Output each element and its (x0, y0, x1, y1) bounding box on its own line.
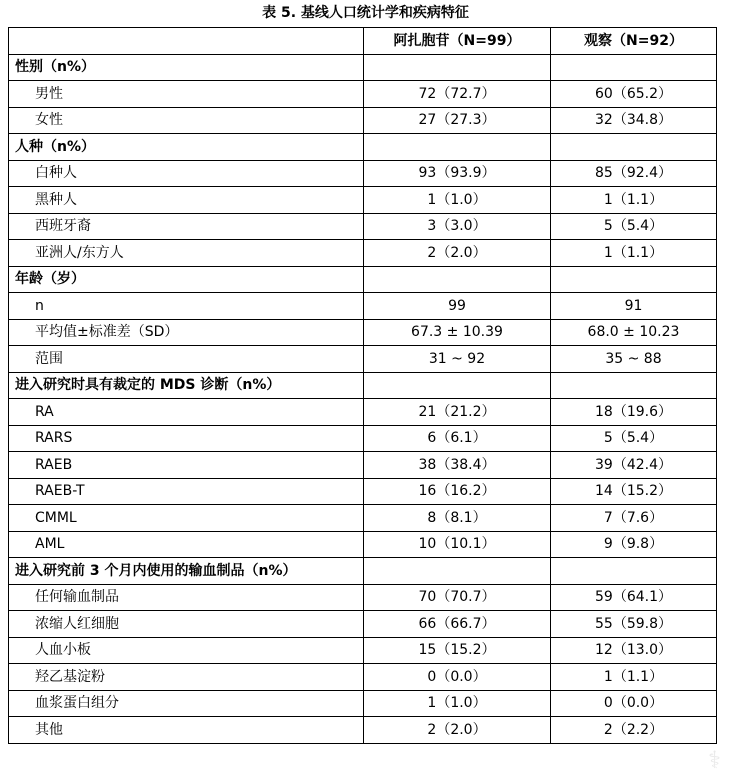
table-row (9, 187, 717, 214)
table-title: 表 5. 基线人口统计学和疾病特征 (262, 5, 469, 21)
table-row (9, 584, 717, 611)
section-empty-cell (364, 134, 551, 161)
observation-value: 7（7.6） (551, 505, 717, 532)
section-empty-cell (551, 372, 717, 399)
row-label: RAEB-T (9, 478, 364, 505)
header-label (9, 28, 364, 55)
table-row (9, 505, 717, 532)
section-row (9, 372, 717, 399)
table-row (9, 346, 717, 373)
azacitidine-value: 2（2.0） (364, 717, 551, 744)
azacitidine-value: 10（10.1） (364, 531, 551, 558)
azacitidine-value: 1（1.0） (364, 187, 551, 214)
section-empty-cell (364, 558, 551, 585)
table-row (9, 107, 717, 134)
azacitidine-value: 3（3.0） (364, 213, 551, 240)
section-label: 进入研究时具有裁定的 MDS 诊断（n%） (9, 372, 364, 399)
observation-value: 1（1.1） (551, 664, 717, 691)
section-row (9, 266, 717, 293)
observation-value: 18（19.6） (551, 399, 717, 426)
azacitidine-value: 72（72.7） (364, 81, 551, 108)
observation-value: 55（59.8） (551, 611, 717, 638)
section-empty-cell (364, 54, 551, 81)
observation-value: 32（34.8） (551, 107, 717, 134)
row-label: 平均值±标准差（SD） (9, 319, 364, 346)
observation-value: 0（0.0） (551, 690, 717, 717)
observation-value: 85（92.4） (551, 160, 717, 187)
observation-value: 39（42.4） (551, 452, 717, 479)
azacitidine-value: 16（16.2） (364, 478, 551, 505)
row-label: 范围 (9, 346, 364, 373)
row-label: n (9, 293, 364, 320)
row-label: 任何输血制品 (9, 584, 364, 611)
row-label: 西班牙裔 (9, 213, 364, 240)
header-observation: 观察（N=92） (551, 28, 717, 55)
section-empty-cell (551, 54, 717, 81)
section-row (9, 54, 717, 81)
azacitidine-value: 0（0.0） (364, 664, 551, 691)
header-azacitidine: 阿扎胞苷（N=99） (364, 28, 551, 55)
table-row (9, 690, 717, 717)
observation-value: 59（64.1） (551, 584, 717, 611)
observation-value: 12（13.0） (551, 637, 717, 664)
azacitidine-value: 67.3 ± 10.39 (364, 319, 551, 346)
observation-value: 1（1.1） (551, 187, 717, 214)
section-label: 人种（n%） (9, 134, 364, 161)
row-label: 女性 (9, 107, 364, 134)
row-label: 亚洲人/东方人 (9, 240, 364, 267)
azacitidine-value: 70（70.7） (364, 584, 551, 611)
table-row (9, 160, 717, 187)
table-row (9, 425, 717, 452)
observation-value: 5（5.4） (551, 425, 717, 452)
observation-value: 1（1.1） (551, 240, 717, 267)
table-row (9, 531, 717, 558)
header-row (9, 28, 717, 55)
azacitidine-value: 31 ~ 92 (364, 346, 551, 373)
observation-value: 68.0 ± 10.23 (551, 319, 717, 346)
section-empty-cell (364, 372, 551, 399)
section-empty-cell (364, 266, 551, 293)
observation-value: 91 (551, 293, 717, 320)
azacitidine-value: 66（66.7） (364, 611, 551, 638)
azacitidine-value: 6（6.1） (364, 425, 551, 452)
section-label: 性别（n%） (9, 54, 364, 81)
row-label: 人血小板 (9, 637, 364, 664)
table-row (9, 637, 717, 664)
watermark-logo: ⚕ (708, 746, 721, 774)
section-row (9, 558, 717, 585)
row-label: AML (9, 531, 364, 558)
observation-value: 9（9.8） (551, 531, 717, 558)
section-empty-cell (551, 558, 717, 585)
table-row (9, 452, 717, 479)
observation-value: 35 ~ 88 (551, 346, 717, 373)
azacitidine-value: 27（27.3） (364, 107, 551, 134)
table-row (9, 319, 717, 346)
table-row (9, 611, 717, 638)
table-row (9, 81, 717, 108)
section-label: 年龄（岁） (9, 266, 364, 293)
row-label: RAEB (9, 452, 364, 479)
row-label: 血浆蛋白组分 (9, 690, 364, 717)
row-label: 浓缩人红细胞 (9, 611, 364, 638)
table-row (9, 399, 717, 426)
table-row (9, 717, 717, 744)
row-label: 白种人 (9, 160, 364, 187)
observation-value: 5（5.4） (551, 213, 717, 240)
row-label: 其他 (9, 717, 364, 744)
table-row (9, 664, 717, 691)
section-label: 进入研究前 3 个月内使用的输血制品（n%） (9, 558, 364, 585)
section-empty-cell (551, 266, 717, 293)
azacitidine-value: 15（15.2） (364, 637, 551, 664)
baseline-characteristics-table (8, 27, 717, 744)
azacitidine-value: 38（38.4） (364, 452, 551, 479)
row-label: RARS (9, 425, 364, 452)
row-label: 羟乙基淀粉 (9, 664, 364, 691)
section-row (9, 134, 717, 161)
azacitidine-value: 8（8.1） (364, 505, 551, 532)
azacitidine-value: 21（21.2） (364, 399, 551, 426)
azacitidine-value: 2（2.0） (364, 240, 551, 267)
azacitidine-value: 1（1.0） (364, 690, 551, 717)
row-label: CMML (9, 505, 364, 532)
table-body (9, 54, 717, 743)
observation-value: 14（15.2） (551, 478, 717, 505)
azacitidine-value: 93（93.9） (364, 160, 551, 187)
section-empty-cell (551, 134, 717, 161)
row-label: 男性 (9, 81, 364, 108)
table-row (9, 240, 717, 267)
table-row (9, 478, 717, 505)
azacitidine-value: 99 (364, 293, 551, 320)
row-label: 黑种人 (9, 187, 364, 214)
table-row (9, 293, 717, 320)
table-row (9, 213, 717, 240)
observation-value: 60（65.2） (551, 81, 717, 108)
row-label: RA (9, 399, 364, 426)
observation-value: 2（2.2） (551, 717, 717, 744)
